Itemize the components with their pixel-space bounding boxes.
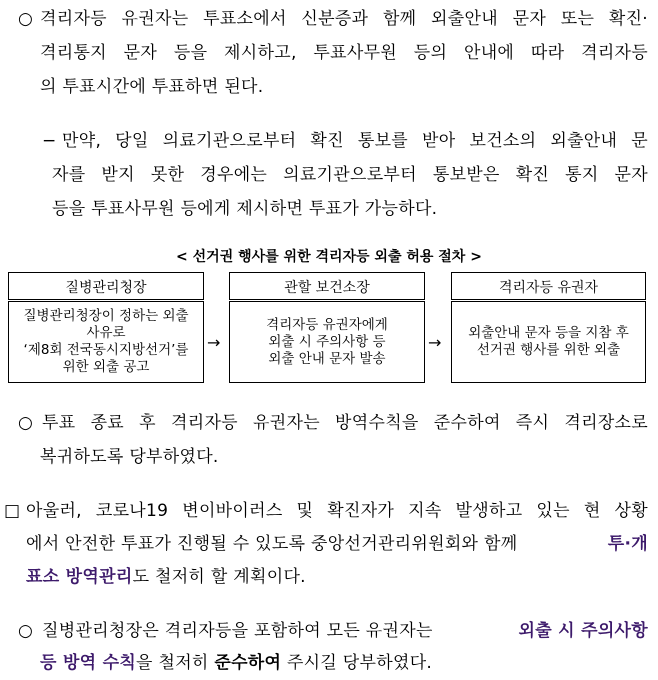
p3-line-1: 투표 종료 후 격리자등 유권자는 방역수칙을 준수하여 즉시 격리장소로 [42,413,648,433]
box-2-header [229,272,425,300]
box-3-body-line: 외출안내 문자 등을 지참 후 [468,325,629,341]
box-2-body-line: 격리자등 유권자에게 [266,316,388,333]
box-3-header [451,272,646,300]
p1-line-1: 격리자등 유권자는 투표소에서 신분증과 함께 외출안내 문자 또는 확진· [40,9,648,29]
box-3-body-line: 선거권 행사를 위한 외출 [476,342,621,358]
p4-line-1: 아울러, 코로나19 변이바이러스 및 확진자가 지속 발생하고 있는 현 상황 [26,501,648,521]
box-2-body [229,301,425,383]
p2-line-3: 등을 투표사무원 등에게 제시하면 투표가 가능하다. [52,199,438,219]
p4-line-2-text: 에서 안전한 투표가 진행될 수 있도록 중앙선거관리위원회와 함께 [26,534,518,554]
p5-line-2-emphasis-1: 등 방역 수칙 [40,653,137,673]
box-1-body-line: ‘제8회 전국동시지방선거’를 [23,342,189,358]
p5-line-2-text-1: 을 철저히 [136,653,215,673]
p2-line-1: 만약, 당일 의료기관으로부터 확진 통보를 받아 보건소의 외출안내 문 [62,131,648,151]
circle-bullet: ○ [18,621,33,641]
p5-line-1 [42,620,648,642]
box-3-body [451,301,646,383]
p4-line-3 [26,566,306,588]
box-2-body-line: 외출 시 주의사항 등 [268,333,386,350]
circle-bullet: ○ [18,9,33,29]
box-1-header-text: 질병관리청장 [65,279,147,296]
p2-line-2: 자를 받지 못한 경우에는 의료기관으로부터 통보받은 확진 통지 문자 [52,165,648,185]
p5-line-1-emphasis: 외출 시 주의사항 [518,621,648,641]
arrow-right-icon: → [428,333,442,352]
p4-line-3-emphasis: 표소 방역관리 [26,567,133,587]
box-1-body-line: 위한 외출 공고 [62,359,150,375]
circle-bullet: ○ [18,413,33,433]
diagram-caption: < 선거권 행사를 위한 격리자등 외출 허용 절차 > [176,249,482,265]
p5-line-2 [40,652,432,674]
p1-line-2: 격리통지 문자 등을 제시하고, 투표사무원 등의 안내에 따라 격리자등 [40,43,648,63]
box-3-header-text: 격리자등 유권자 [498,279,599,296]
p5-line-1-text: 질병관리청장은 격리자등을 포함하여 모든 유권자는 [42,621,433,641]
p5-line-2-text-2: 주시길 당부하였다. [281,653,433,673]
box-1-body-line: 질병관리청장이 정하는 외출 [23,308,189,324]
arrow-right-icon: → [207,333,221,352]
p4-line-3-text: 도 철저히 할 계획이다. [132,567,306,587]
box-2-body-line: 외출 안내 문자 발송 [268,350,386,367]
p4-line-2 [26,533,648,555]
p3-line-2: 복귀하도록 당부하였다. [40,447,219,467]
box-1-header [8,272,204,300]
p5-line-2-emphasis-2: 준수하여 [214,653,282,673]
p4-line-2-emphasis: 투·개 [607,534,648,554]
box-1-body-line: 사유로 [86,325,126,341]
square-bullet: □ [4,501,21,521]
box-2-header-text: 관할 보건소장 [284,279,370,296]
dash-bullet: − [42,131,57,151]
p1-line-3: 의 투표시간에 투표하면 된다. [40,77,264,97]
box-1-body [8,301,204,383]
